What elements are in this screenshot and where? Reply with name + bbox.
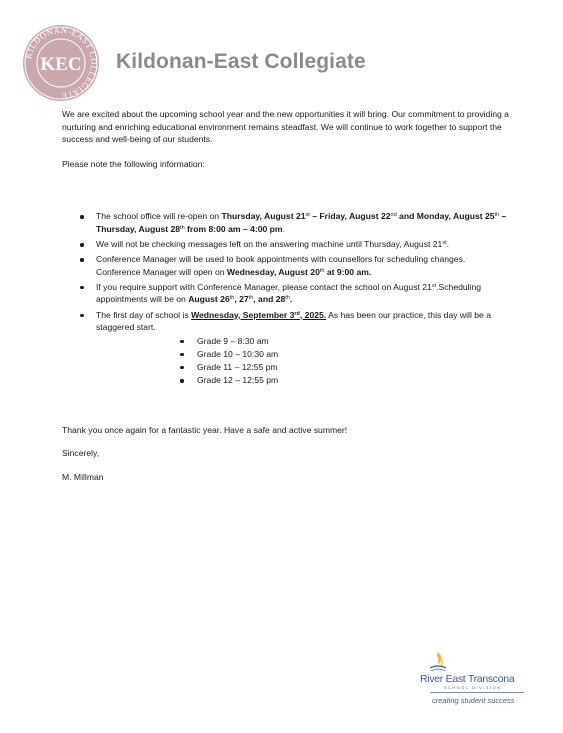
list-item-office-hours: The school office will re-open on Thursday, August 21st – Friday, August 22nd and Monday, August 25th – Thursday, August 28th from 8:00 am – 4:00 pm. bbox=[62, 210, 512, 235]
division-tagline: creating student success bbox=[432, 696, 515, 705]
grade-9-time: Grade 9 – 8:30 am bbox=[96, 335, 512, 348]
note-paragraph: Please note the following information: bbox=[62, 158, 205, 169]
division-name: River East Transcona bbox=[420, 673, 515, 685]
info-list bbox=[62, 210, 512, 386]
letter-body bbox=[62, 108, 512, 483]
list-item-conference-manager: Conference Manager will be used to book appointments with counsellors for scheduling changes. Conference Manager will open on Wednesday, August 20th at 9:00 am. bbox=[62, 253, 512, 278]
sign-off: Sincerely, bbox=[62, 448, 100, 459]
list-item-messages: We will not be checking messages left on the answering machine until Thursday, August 21st. bbox=[62, 238, 512, 251]
grade-12-time: Grade 12 – 12:55 pm bbox=[96, 374, 512, 387]
list-item-support: If you require support with Conference Manager, please contact the school on August 21st.Scheduling appointments will be on August 26th, 27th, and 28th. bbox=[62, 281, 512, 306]
intro-paragraph: We are excited about the upcoming school year and the new opportunities it will bring. Our commitment to providing a nurturing and enriching educational environment remains steadfast. We will continue to work together to support the success and well-being of our students. bbox=[62, 109, 509, 145]
school-seal-logo bbox=[22, 24, 100, 102]
logo-divider bbox=[430, 692, 524, 693]
grade-10-time: Grade 10 – 10:30 am bbox=[96, 348, 512, 361]
grade-11-time: Grade 11 – 12:55 pm bbox=[96, 361, 512, 374]
seal-monogram: KEC bbox=[40, 54, 82, 75]
grade-start-times-list bbox=[96, 335, 512, 387]
signature: M. Millman bbox=[62, 471, 104, 482]
division-logo bbox=[416, 650, 531, 712]
closing-paragraph: Thank you once again for a fantastic year. Have a safe and active summer! bbox=[62, 424, 348, 435]
division-subtitle: SCHOOL DIVISION bbox=[444, 686, 502, 690]
school-name-heading: Kildonan-East Collegiate bbox=[116, 50, 366, 73]
flame-icon bbox=[426, 650, 450, 674]
seal-ring-text: KILDONAN-EAST COLLEGIATE bbox=[23, 24, 100, 102]
list-item-first-day: The first day of school is Wednesday, September 3rd, 2025. As has been our practice, this day will be a staggered start. Grade 9 – 8:30 am Grade 10 – 10:30 am Grade 11 – 12:55 pm Grade 12 – 12:55 pm bbox=[62, 309, 512, 387]
